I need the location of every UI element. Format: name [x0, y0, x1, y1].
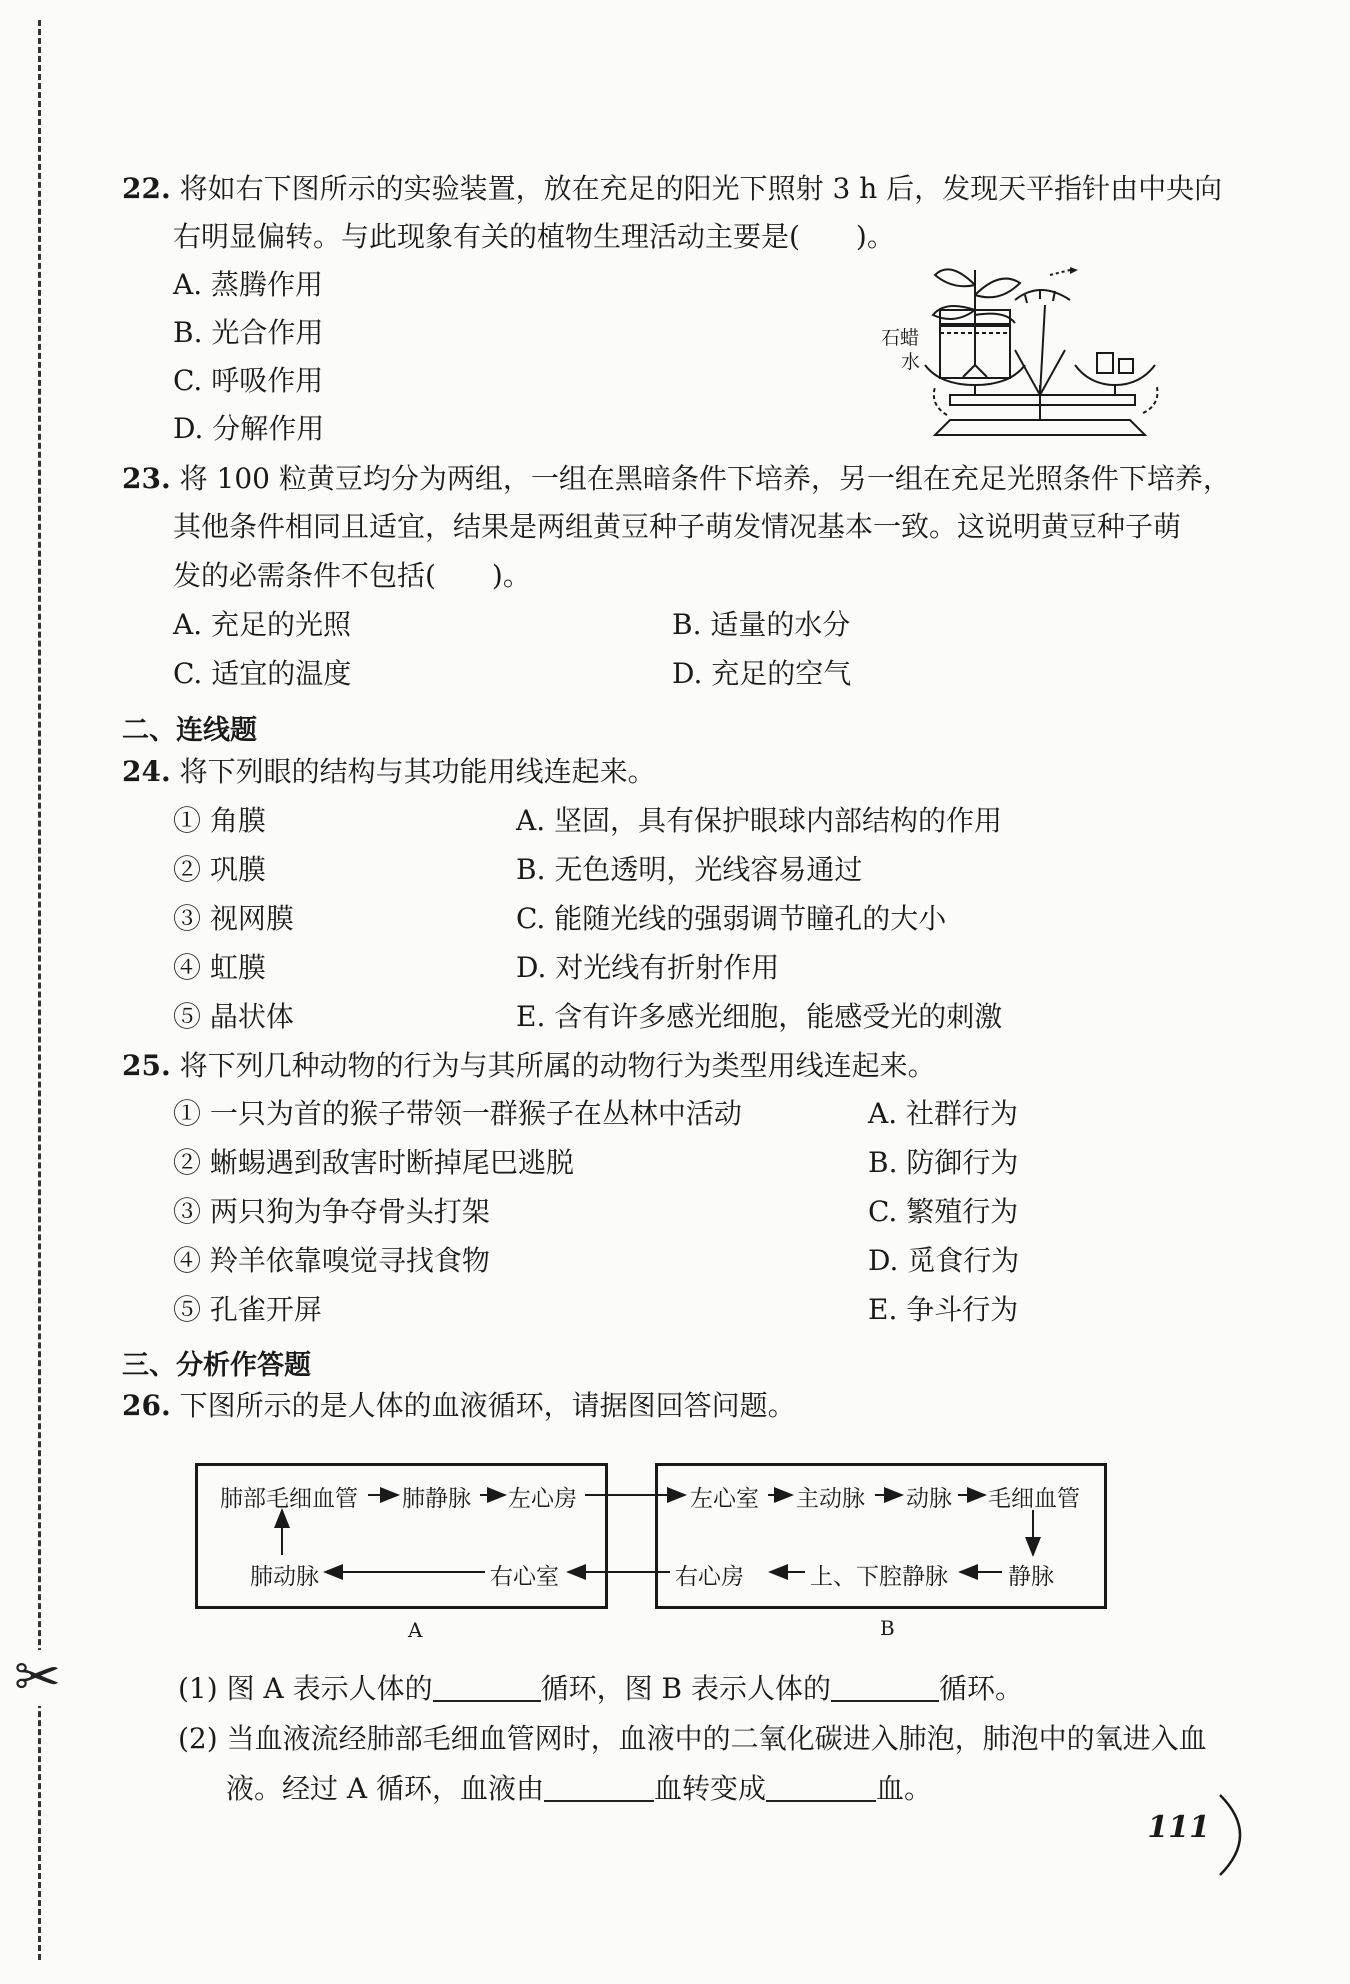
q23-line2: 其他条件相同且适宜，结果是两组黄豆种子萌发情况基本一致。这说明黄豆种子萌 [173, 510, 1182, 543]
q26-sub2-line2 [226, 1772, 932, 1806]
node-artery: 动脉 [906, 1486, 952, 1512]
node-pulmonary-artery: 肺动脉 [250, 1564, 319, 1590]
diagram-label-b: B [880, 1616, 895, 1640]
q22-option-d: D. 分解作用 [173, 412, 325, 445]
q25-right-d: D. 觅食行为 [868, 1244, 1020, 1277]
answer-blank-1[interactable] [433, 1674, 541, 1702]
q23-number: 23. [122, 462, 171, 495]
q24-right-e: E. 含有许多感光细胞，能感受光的刺激 [516, 1000, 1003, 1033]
q25-left-1: ① 一只为首的猴子带领一群猴子在丛林中活动 [173, 1097, 742, 1130]
q25-right-a: A. 社群行为 [868, 1097, 1019, 1130]
q22-line2: 右明显偏转。与此现象有关的植物生理活动主要是( )。 [173, 220, 895, 253]
answer-blank-4[interactable] [766, 1774, 876, 1802]
q24-right-b: B. 无色透明，光线容易通过 [516, 853, 863, 886]
q26-sub2-part-c: 血。 [876, 1772, 933, 1805]
section-matching-title: 二、连线题 [122, 715, 257, 746]
q22-option-b: B. 光合作用 [173, 316, 324, 349]
node-aorta: 主动脉 [796, 1486, 865, 1512]
q26-sub2-part-b: 血转变成 [654, 1772, 767, 1805]
q24-right-d: D. 对光线有折射作用 [516, 951, 780, 984]
q26-number: 26. [122, 1389, 171, 1422]
q23-option-a: A. 充足的光照 [173, 608, 352, 641]
section-analysis-title: 三、分析作答题 [122, 1350, 311, 1381]
q24-right-a: A. 坚固，具有保护眼球内部结构的作用 [516, 804, 1003, 837]
node-right-atrium: 右心房 [675, 1564, 744, 1590]
q25-left-4: ④ 羚羊依靠嗅觉寻找食物 [173, 1244, 490, 1277]
diagram-label-a: A [408, 1618, 423, 1642]
q24-text1: 将下列眼的结构与其功能用线连起来。 [179, 755, 656, 788]
node-right-ventricle: 右心室 [490, 1564, 559, 1590]
q22-number: 22. [122, 172, 171, 205]
q26-sub2-part-a: 液。经过 A 循环，血液由 [226, 1772, 545, 1805]
q23-option-d: D. 充足的空气 [672, 657, 852, 690]
q25-text1: 将下列几种动物的行为与其所属的动物行为类型用线连起来。 [179, 1049, 936, 1082]
q26-text1: 下图所示的是人体的血液循环，请据图回答问题。 [179, 1389, 796, 1422]
q24-left-4: ④ 虹膜 [173, 951, 266, 984]
q22-text1: 将如右下图所示的实验装置，放在充足的阳光下照射 3 h 后，发现天平指针由中央向 [179, 172, 1223, 205]
q26-sub2-line1: (2) 当血液流经肺部毛细血管网时，血液中的二氧化碳进入肺泡，肺泡中的氧进入血 [178, 1722, 1207, 1755]
q25-number: 25. [122, 1049, 171, 1082]
node-left-atrium: 左心房 [508, 1486, 577, 1512]
page-number-bracket [1200, 1790, 1270, 1880]
q26-sub1-part-c: 循环。 [938, 1672, 1023, 1705]
node-left-ventricle: 左心室 [690, 1486, 759, 1512]
q24-left-1: ① 角膜 [173, 804, 266, 837]
node-vena-cava: 上、下腔静脉 [810, 1564, 948, 1590]
q24-left-2: ② 巩膜 [173, 853, 266, 886]
q25-left-3: ③ 两只狗为争夺骨头打架 [173, 1195, 490, 1228]
q23-option-b: B. 适量的水分 [672, 608, 851, 641]
label-water: 水 [901, 351, 921, 373]
q24-left-5: ⑤ 晶状体 [173, 1000, 294, 1033]
scissors-icon: ✂ [14, 1645, 61, 1710]
answer-blank-3[interactable] [544, 1774, 654, 1802]
q23-text1: 将 100 粒黄豆均分为两组，一组在黑暗条件下培养，另一组在充足光照条件下培养， [179, 462, 1231, 495]
q23-line3: 发的必需条件不包括( )。 [173, 559, 531, 592]
q25-right-b: B. 防御行为 [868, 1146, 1019, 1179]
q26-sub1 [178, 1672, 1023, 1706]
q25-left-5: ⑤ 孔雀开屏 [173, 1293, 322, 1326]
page-number: 111 [1147, 1810, 1210, 1845]
q25-right-e: E. 争斗行为 [868, 1293, 1019, 1326]
q25-left-2: ② 蜥蜴遇到敌害时断掉尾巴逃脱 [173, 1146, 574, 1179]
q24-left-3: ③ 视网膜 [173, 902, 294, 935]
q26-sub1-part-a: (1) 图 A 表示人体的 [178, 1672, 433, 1705]
node-vein: 静脉 [1008, 1564, 1054, 1590]
answer-blank-2[interactable] [831, 1674, 939, 1702]
q22-option-c: C. 呼吸作用 [173, 364, 324, 397]
node-lung-capillaries: 肺部毛细血管 [220, 1486, 358, 1512]
q24-right-c: C. 能随光线的强弱调节瞳孔的大小 [516, 902, 947, 935]
node-capillaries: 毛细血管 [988, 1486, 1080, 1512]
q24-number: 24. [122, 755, 171, 788]
q26-sub1-part-b: 循环，图 B 表示人体的 [540, 1672, 831, 1705]
q25-right-c: C. 繁殖行为 [868, 1195, 1019, 1228]
q23-option-c: C. 适宜的温度 [173, 657, 352, 690]
q22-option-a: A. 蒸腾作用 [173, 268, 324, 301]
label-wax: 石蜡 [881, 327, 920, 349]
node-pulmonary-vein: 肺静脉 [402, 1486, 471, 1512]
